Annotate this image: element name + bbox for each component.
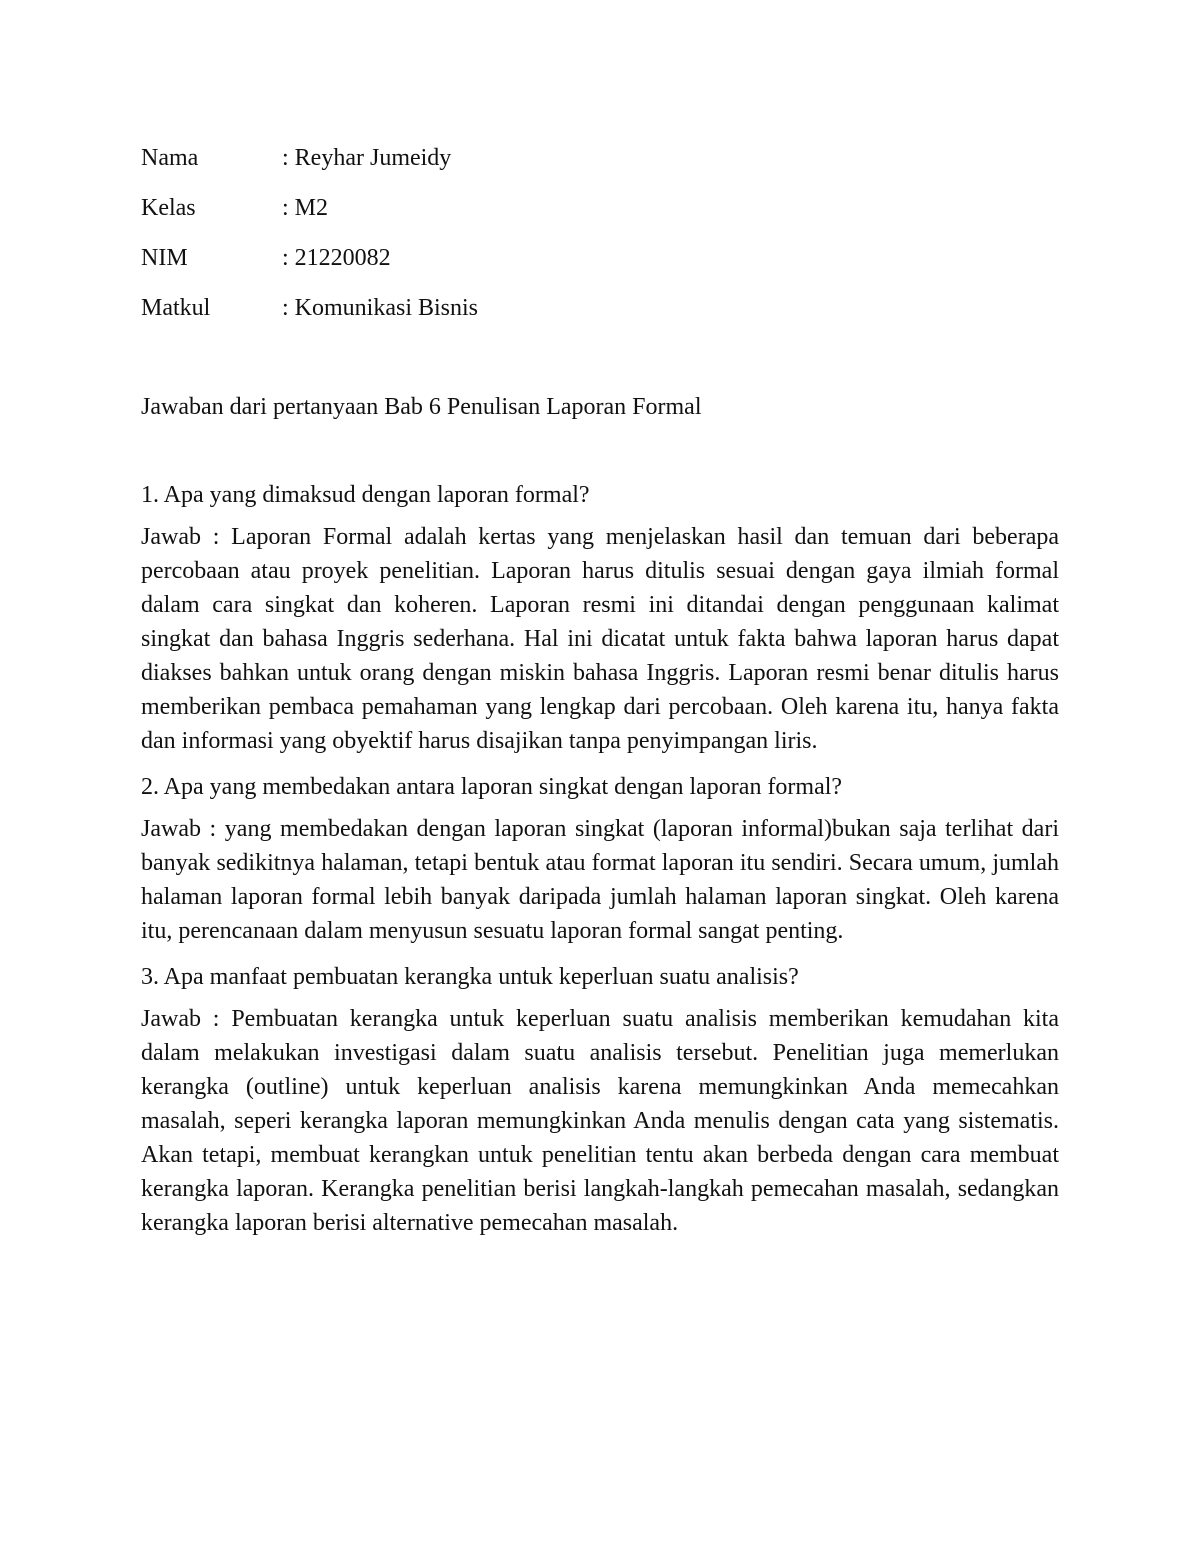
identity-row-nama — [141, 138, 1059, 188]
answer-text: yang membedakan dengan laporan singkat (laporan informal)bukan saja terlihat dari banyak sedikitnya halaman, tetapi bentuk atau format laporan itu sendiri. Secara umum, jumlah halaman laporan formal lebih banyak daripada jumlah halaman laporan singkat. Oleh karena itu, perencanaan dalam menyusun sesuatu laporan formal sangat penting. — [141, 816, 1059, 944]
identity-row-kelas — [141, 188, 1059, 238]
answer-2 — [141, 807, 1059, 948]
answer-text: Pembuatan kerangka untuk keperluan suatu analisis memberikan kemudahan kita dalam melakukan investigasi dalam suatu analisis tersebut. Penelitian juga memerlukan kerangka (outline) untuk keperluan analisis karena memungkinkan Anda memecahkan masalah, seperi kerangka laporan memungkinkan Anda menulis dengan cata yang sistematis. Akan tetapi, membuat kerangkan untuk penelitian tentu akan berbeda dengan cara membuat kerangka laporan. Kerangka penelitian berisi langkah-langkah pemecahan masalah, sedangkan kerangka laporan berisi alternative pemecahan masalah. — [141, 1006, 1060, 1236]
question-3: 3. Apa manfaat pembuatan kerangka untuk keperluan suatu analisis? — [141, 964, 799, 990]
document-page — [141, 138, 1059, 1240]
identity-value: : M2 — [282, 195, 329, 221]
identity-value: : 21220082 — [282, 245, 391, 271]
answer-prefix: Jawab : — [141, 524, 220, 550]
answer-prefix: Jawab : — [141, 816, 217, 842]
identity-label: Nama — [141, 145, 199, 171]
question-2: 2. Apa yang membedakan antara laporan singkat dengan laporan formal? — [141, 774, 843, 800]
identity-row-nim — [141, 238, 1059, 288]
answer-text: Laporan Formal adalah kertas yang menjelaskan hasil dan temuan dari beberapa percobaan atau proyek penelitian. Laporan harus ditulis sesuai dengan gaya ilmiah formal dalam cara singkat dan koheren. Laporan resmi ini ditandai dengan penggunaan kalimat singkat dan bahasa Inggris sederhana. Hal ini dicatat untuk fakta bahwa laporan harus dapat diakses bahkan untuk orang dengan miskin bahasa Inggris. Laporan resmi benar ditulis harus memberikan pembaca pemahaman yang lengkap dari percobaan. Oleh karena itu, hanya fakta dan informasi yang obyektif harus disajikan tanpa penyimpangan liris. — [141, 524, 1059, 754]
identity-label: Matkul — [141, 295, 211, 321]
identity-row-matkul — [141, 288, 1059, 338]
identity-value: : Komunikasi Bisnis — [282, 295, 479, 321]
identity-label: Kelas — [141, 195, 196, 221]
question-1: 1. Apa yang dimaksud dengan laporan formal? — [141, 482, 590, 508]
answer-prefix: Jawab : — [141, 1006, 220, 1032]
identity-block — [141, 138, 1059, 338]
document-title: Jawaban dari pertanyaan Bab 6 Penulisan Laporan Formal — [141, 394, 702, 420]
identity-label: NIM — [141, 245, 188, 271]
identity-value: : Reyhar Jumeidy — [282, 145, 452, 171]
answer-3 — [141, 997, 1059, 1240]
answer-1 — [141, 515, 1059, 758]
